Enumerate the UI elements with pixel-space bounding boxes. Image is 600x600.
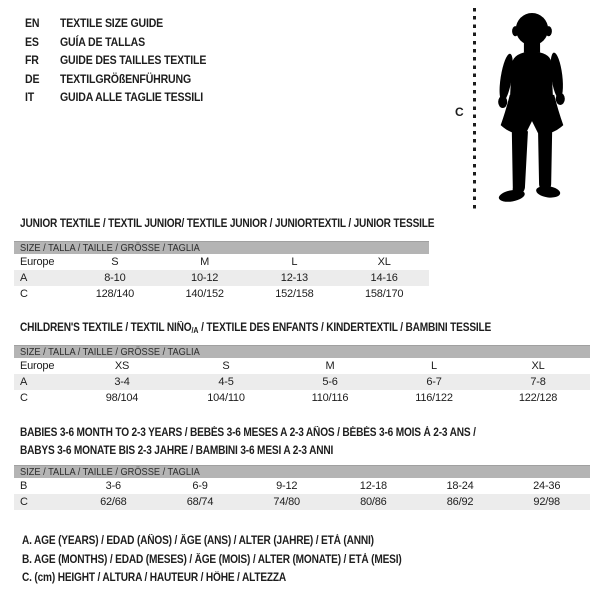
size-cell: L — [291, 256, 298, 268]
footnote-a: A. AGE (YEARS) / EDAD (AÑOS) / ÂGE (ANS) / ALTER (JAHRE) / ETÀ (ANNI) — [22, 535, 374, 547]
babies-heading-line1: BABIES 3-6 MONTH TO 2-3 YEARS / BEBÉS 3-6 MESES A 2-3 AÑOS / BÉBÉS 3-6 MOIS À 2-3 ANS / — [20, 427, 476, 439]
language-code: DE — [25, 71, 40, 86]
language-title: TEXTILGRÖßENFÜHRUNG — [60, 71, 192, 86]
size-header-label: SIZE / TALLA / TAILLE / GRÖSSE / TAGLIA — [20, 346, 200, 358]
row-label: C — [20, 496, 28, 508]
row-label: A — [20, 272, 28, 284]
size-cell: 3-6 — [105, 480, 121, 492]
language-title: GUIDE DES TAILLES TEXTILE — [60, 53, 207, 67]
language-code: FR — [25, 53, 39, 67]
size-cell: 104/110 — [207, 392, 245, 404]
children-row-europe — [14, 358, 590, 374]
language-code: IT — [25, 90, 35, 104]
size-cell: 110/116 — [311, 392, 349, 404]
junior-row-height — [14, 286, 429, 302]
junior-section-heading — [20, 215, 491, 233]
size-cell: 116/122 — [415, 392, 453, 404]
size-cell: 128/140 — [95, 288, 135, 300]
size-cell: 86/92 — [446, 496, 474, 508]
size-cell: 158/170 — [364, 288, 404, 300]
size-cell: M — [325, 360, 335, 372]
size-cell: XS — [114, 360, 130, 372]
size-cell: 6-7 — [426, 376, 442, 388]
size-header-label: SIZE / TALLA / TAILLE / GRÖSSE / TAGLIA — [20, 242, 200, 254]
children-section-heading — [20, 319, 555, 340]
row-label: C — [20, 392, 28, 404]
junior-size-header-band — [14, 241, 429, 254]
language-code: ES — [25, 34, 39, 49]
size-cell: 8-10 — [104, 272, 126, 284]
size-cell: XL — [377, 256, 391, 268]
toddler-silhouette-image — [482, 8, 584, 210]
children-heading-text: CHILDREN'S TEXTILE / TEXTIL $NIÑO_{/A}$ / TEXTILE DES ENFANTS / KINDERTEXTIL / BAMBINI TESSILE — [20, 322, 492, 335]
language-row-fr — [25, 51, 226, 70]
babies-row-height — [14, 494, 590, 510]
size-cell: 68/74 — [186, 496, 214, 508]
size-header-label: SIZE / TALLA / TAILLE / GRÖSSE / TAGLIA — [20, 466, 200, 478]
babies-heading-line2: BABYS 3-6 MONATE BIS 2-3 JAHRE / BAMBINI 3-6 MESI A 2-3 ANNI — [20, 445, 334, 457]
language-title: GUIDA ALLE TAGLIE TESSILI — [60, 90, 204, 104]
size-cell: 152/158 — [275, 288, 314, 300]
size-cell: 10-12 — [191, 272, 219, 284]
size-cell: 80/86 — [360, 496, 387, 508]
junior-heading-text: JUNIOR TEXTILE / TEXTIL JUNIOR/ TEXTILE JUNIOR / JUNIORTEXTIL / JUNIOR TESSILE — [20, 218, 435, 230]
size-cell: 12-13 — [280, 272, 308, 284]
children-row-height — [14, 390, 590, 406]
language-title-block — [25, 14, 226, 107]
height-measure-dotted-line — [473, 8, 476, 212]
size-cell: S — [222, 360, 230, 372]
row-label: C — [20, 288, 28, 300]
size-cell: 18-24 — [446, 480, 474, 492]
height-measure-label: C — [455, 105, 464, 119]
children-heading-subscript: /A — [191, 326, 199, 335]
row-label: Europe — [20, 360, 55, 372]
language-row-es — [25, 33, 226, 52]
size-cell: 7-8 — [530, 376, 546, 388]
size-cell: 140/152 — [185, 288, 224, 300]
size-cell: 5-6 — [322, 376, 338, 388]
footnote-c: C. (cm) HEIGHT / ALTURA / HAUTEUR / HÖHE / ALTEZZA — [22, 572, 287, 584]
size-cell: 9-12 — [276, 480, 298, 492]
size-cell: 62/68 — [100, 496, 127, 508]
language-row-it — [25, 88, 226, 107]
language-code: EN — [25, 16, 40, 30]
babies-row-months — [14, 478, 590, 494]
junior-row-europe — [14, 254, 429, 270]
babies-size-header-band — [14, 465, 590, 478]
size-cell: L — [431, 360, 437, 372]
junior-row-age — [14, 270, 429, 286]
size-cell: 92/98 — [533, 496, 560, 508]
language-row-en — [25, 14, 226, 33]
size-cell: 98/104 — [105, 392, 139, 404]
size-cell: 24-36 — [533, 480, 561, 492]
language-title: TEXTILE SIZE GUIDE — [60, 16, 164, 30]
size-cell: S — [111, 256, 119, 268]
row-label: A — [20, 376, 28, 388]
size-cell: XL — [531, 360, 545, 372]
row-label: Europe — [20, 256, 55, 268]
row-label: B — [20, 480, 28, 492]
children-size-header-band — [14, 345, 590, 358]
size-cell: 12-18 — [359, 480, 387, 492]
footnote-legend — [22, 532, 453, 588]
size-cell: 3-4 — [114, 376, 130, 388]
children-size-table — [14, 345, 590, 406]
language-title: GUÍA DE TALLAS — [60, 34, 145, 49]
footnote-b: B. AGE (MONTHS) / EDAD (MESES) / ÂGE (MOIS) / ALTER (MONATE) / ETÀ (MESI) — [22, 553, 402, 566]
junior-size-table — [14, 241, 429, 302]
size-cell: 4-5 — [218, 376, 234, 388]
children-row-age — [14, 374, 590, 390]
babies-size-table — [14, 465, 590, 510]
size-cell: 74/80 — [273, 496, 300, 508]
size-cell: 6-9 — [192, 480, 208, 492]
size-cell: 14-16 — [370, 272, 398, 284]
size-cell: M — [200, 256, 210, 268]
size-cell: 122/128 — [518, 392, 558, 404]
language-row-de — [25, 70, 226, 89]
babies-section-heading — [20, 424, 538, 460]
